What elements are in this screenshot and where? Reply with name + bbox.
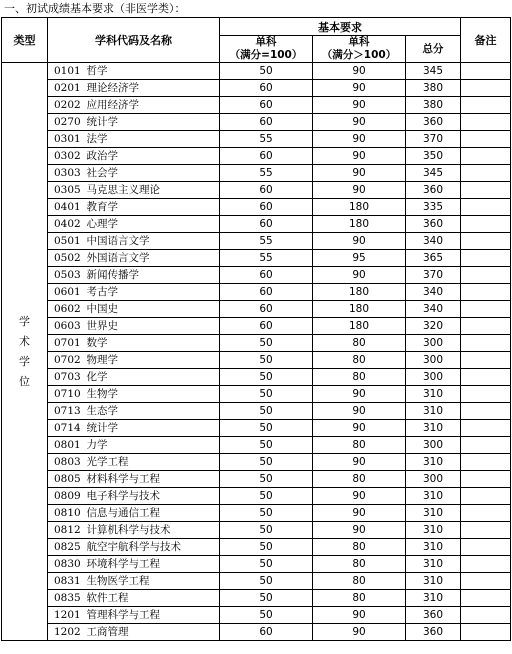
score-single-100: 50	[220, 63, 313, 80]
subject-name: 数学	[84, 335, 220, 352]
score-single-100: 50	[220, 420, 313, 437]
score-single-100: 60	[220, 148, 313, 165]
score-single-100: 60	[220, 199, 313, 216]
score-single-100: 50	[220, 437, 313, 454]
subject-code: 0710	[48, 386, 84, 403]
score-single-100: 50	[220, 539, 313, 556]
remarks-cell	[461, 386, 511, 403]
score-single-100: 50	[220, 386, 313, 403]
remarks-cell	[461, 437, 511, 454]
score-single-over-100: 80	[313, 352, 406, 369]
subject-name: 航空宇航科学与技术	[84, 539, 220, 556]
score-total: 360	[406, 607, 461, 624]
score-single-over-100: 180	[313, 216, 406, 233]
table-row	[2, 63, 511, 80]
remarks-cell	[461, 335, 511, 352]
subject-code: 0270	[48, 114, 84, 131]
score-single-100: 60	[220, 284, 313, 301]
remarks-cell	[461, 488, 511, 505]
table-row	[2, 114, 511, 131]
score-requirements-table	[1, 17, 511, 641]
table-row	[2, 267, 511, 284]
score-total: 310	[406, 454, 461, 471]
subject-name: 化学	[84, 369, 220, 386]
subject-code: 0502	[48, 250, 84, 267]
subject-name: 材料科学与工程	[84, 471, 220, 488]
score-total: 300	[406, 352, 461, 369]
subject-code: 0825	[48, 539, 84, 556]
type-cell-academic-degree	[2, 63, 48, 641]
table-row	[2, 182, 511, 199]
score-total: 380	[406, 80, 461, 97]
subject-name: 信息与通信工程	[84, 505, 220, 522]
subject-code: 0713	[48, 403, 84, 420]
score-total: 360	[406, 216, 461, 233]
header-single-over-100	[313, 36, 406, 63]
score-single-over-100: 80	[313, 556, 406, 573]
score-total: 310	[406, 573, 461, 590]
subject-name: 计算机科学与技术	[84, 522, 220, 539]
score-single-over-100: 180	[313, 284, 406, 301]
subject-code: 0202	[48, 97, 84, 114]
table-row	[2, 131, 511, 148]
subject-code: 0603	[48, 318, 84, 335]
remarks-cell	[461, 573, 511, 590]
remarks-cell	[461, 63, 511, 80]
score-single-100: 50	[220, 573, 313, 590]
score-single-over-100: 180	[313, 301, 406, 318]
score-single-100: 55	[220, 131, 313, 148]
score-total: 345	[406, 165, 461, 182]
header-subject: 学科代码及名称	[48, 18, 220, 63]
subject-name: 生物学	[84, 386, 220, 403]
subject-name: 环境科学与工程	[84, 556, 220, 573]
score-single-100: 60	[220, 97, 313, 114]
score-single-over-100: 90	[313, 114, 406, 131]
score-single-over-100: 90	[313, 522, 406, 539]
remarks-cell	[461, 420, 511, 437]
score-total: 340	[406, 233, 461, 250]
table-row	[2, 556, 511, 573]
subject-code: 0503	[48, 267, 84, 284]
table-row	[2, 97, 511, 114]
score-single-over-100: 90	[313, 97, 406, 114]
remarks-cell	[461, 80, 511, 97]
score-single-over-100: 90	[313, 488, 406, 505]
table-row	[2, 148, 511, 165]
subject-code: 1202	[48, 624, 84, 641]
subject-code: 0602	[48, 301, 84, 318]
subject-code: 0302	[48, 148, 84, 165]
score-total: 310	[406, 539, 461, 556]
subject-name: 马克思主义理论	[84, 182, 220, 199]
subject-name: 法学	[84, 131, 220, 148]
subject-code: 0831	[48, 573, 84, 590]
score-single-over-100: 90	[313, 80, 406, 97]
score-single-over-100: 90	[313, 505, 406, 522]
score-single-over-100: 90	[313, 420, 406, 437]
subject-code: 0835	[48, 590, 84, 607]
score-total: 310	[406, 386, 461, 403]
score-total: 345	[406, 63, 461, 80]
remarks-cell	[461, 403, 511, 420]
score-single-100: 50	[220, 590, 313, 607]
header-single-over-100-line1: 单科	[348, 36, 370, 48]
score-single-100: 50	[220, 471, 313, 488]
table-row	[2, 590, 511, 607]
score-single-over-100: 90	[313, 386, 406, 403]
score-single-over-100: 90	[313, 403, 406, 420]
score-total: 310	[406, 403, 461, 420]
table-row	[2, 420, 511, 437]
remarks-cell	[461, 131, 511, 148]
subject-code: 0305	[48, 182, 84, 199]
subject-name: 心理学	[84, 216, 220, 233]
remarks-cell	[461, 182, 511, 199]
score-single-100: 55	[220, 233, 313, 250]
score-total: 360	[406, 114, 461, 131]
subject-name: 哲学	[84, 63, 220, 80]
score-single-over-100: 80	[313, 369, 406, 386]
subject-name: 新闻传播学	[84, 267, 220, 284]
subject-name: 光学工程	[84, 454, 220, 471]
score-single-over-100: 90	[313, 182, 406, 199]
remarks-cell	[461, 607, 511, 624]
score-single-100: 50	[220, 454, 313, 471]
table-row	[2, 352, 511, 369]
score-total: 310	[406, 556, 461, 573]
score-total: 300	[406, 437, 461, 454]
subject-code: 0809	[48, 488, 84, 505]
header-single-100-line2: （满分=100）	[229, 49, 303, 61]
subject-name: 世界史	[84, 318, 220, 335]
table-row	[2, 437, 511, 454]
remarks-cell	[461, 267, 511, 284]
type-char: 学	[19, 314, 30, 328]
score-single-100: 55	[220, 165, 313, 182]
remarks-cell	[461, 454, 511, 471]
subject-name: 统计学	[84, 114, 220, 131]
subject-name: 中国史	[84, 301, 220, 318]
score-single-over-100: 95	[313, 250, 406, 267]
subject-code: 0601	[48, 284, 84, 301]
score-single-100: 60	[220, 318, 313, 335]
score-single-100: 55	[220, 250, 313, 267]
section-heading: 一、初试成绩基本要求（非医学类）：	[4, 2, 186, 15]
score-single-100: 50	[220, 607, 313, 624]
remarks-cell	[461, 216, 511, 233]
score-single-100: 60	[220, 80, 313, 97]
remarks-cell	[461, 624, 511, 641]
header-single-100-line1: 单科	[255, 36, 277, 48]
remarks-cell	[461, 114, 511, 131]
score-single-100: 50	[220, 522, 313, 539]
score-total: 310	[406, 420, 461, 437]
score-total: 320	[406, 318, 461, 335]
remarks-cell	[461, 284, 511, 301]
remarks-cell	[461, 250, 511, 267]
table-row	[2, 318, 511, 335]
type-char: 位	[19, 374, 30, 388]
subject-code: 0402	[48, 216, 84, 233]
score-total: 310	[406, 590, 461, 607]
score-single-over-100: 90	[313, 63, 406, 80]
score-single-100: 60	[220, 267, 313, 284]
subject-code: 0805	[48, 471, 84, 488]
header-remarks: 备注	[461, 18, 511, 63]
subject-code: 0702	[48, 352, 84, 369]
remarks-cell	[461, 352, 511, 369]
score-total: 310	[406, 522, 461, 539]
remarks-cell	[461, 301, 511, 318]
table-row	[2, 539, 511, 556]
score-single-over-100: 90	[313, 454, 406, 471]
subject-code: 0301	[48, 131, 84, 148]
table-row	[2, 165, 511, 182]
score-single-100: 60	[220, 114, 313, 131]
table-row	[2, 233, 511, 250]
type-char: 学	[19, 354, 30, 368]
score-total: 350	[406, 148, 461, 165]
score-total: 300	[406, 369, 461, 386]
subject-name: 社会学	[84, 165, 220, 182]
remarks-cell	[461, 165, 511, 182]
subject-name: 管理科学与工程	[84, 607, 220, 624]
table-row	[2, 199, 511, 216]
remarks-cell	[461, 318, 511, 335]
subject-code: 0810	[48, 505, 84, 522]
subject-code: 1201	[48, 607, 84, 624]
remarks-cell	[461, 369, 511, 386]
subject-name: 生态学	[84, 403, 220, 420]
table-row	[2, 335, 511, 352]
header-total: 总分	[406, 36, 461, 63]
score-single-over-100: 80	[313, 590, 406, 607]
remarks-cell	[461, 233, 511, 250]
score-total: 340	[406, 284, 461, 301]
subject-name: 电子科学与技术	[84, 488, 220, 505]
subject-name: 理论经济学	[84, 80, 220, 97]
score-total: 310	[406, 488, 461, 505]
remarks-cell	[461, 471, 511, 488]
table-row	[2, 505, 511, 522]
subject-name: 统计学	[84, 420, 220, 437]
subject-name: 力学	[84, 437, 220, 454]
table-row	[2, 80, 511, 97]
table-row	[2, 386, 511, 403]
score-total: 370	[406, 131, 461, 148]
score-total: 365	[406, 250, 461, 267]
remarks-cell	[461, 522, 511, 539]
score-single-over-100: 90	[313, 233, 406, 250]
score-single-over-100: 90	[313, 131, 406, 148]
score-single-over-100: 90	[313, 165, 406, 182]
score-single-over-100: 90	[313, 148, 406, 165]
remarks-cell	[461, 556, 511, 573]
table-row	[2, 403, 511, 420]
subject-name: 教育学	[84, 199, 220, 216]
table-body	[2, 63, 511, 641]
subject-code: 0201	[48, 80, 84, 97]
score-single-100: 50	[220, 335, 313, 352]
score-single-100: 60	[220, 624, 313, 641]
score-single-100: 50	[220, 403, 313, 420]
score-single-over-100: 90	[313, 624, 406, 641]
header-single-100	[220, 36, 313, 63]
score-total: 300	[406, 335, 461, 352]
score-single-over-100: 180	[313, 318, 406, 335]
score-total: 340	[406, 301, 461, 318]
score-single-100: 60	[220, 216, 313, 233]
score-single-over-100: 80	[313, 335, 406, 352]
score-total: 360	[406, 182, 461, 199]
remarks-cell	[461, 199, 511, 216]
table-row	[2, 369, 511, 386]
score-single-over-100: 90	[313, 267, 406, 284]
table-row	[2, 216, 511, 233]
score-single-over-100: 80	[313, 471, 406, 488]
remarks-cell	[461, 590, 511, 607]
score-single-over-100: 180	[313, 199, 406, 216]
score-single-100: 50	[220, 352, 313, 369]
table-row	[2, 250, 511, 267]
score-single-100: 50	[220, 369, 313, 386]
header-single-over-100-line2: （满分＞100）	[321, 49, 397, 61]
score-single-100: 50	[220, 505, 313, 522]
remarks-cell	[461, 505, 511, 522]
header-type: 类型	[2, 18, 48, 63]
subject-name: 考古学	[84, 284, 220, 301]
score-single-100: 60	[220, 182, 313, 199]
score-total: 335	[406, 199, 461, 216]
subject-code: 0830	[48, 556, 84, 573]
subject-name: 中国语言文学	[84, 233, 220, 250]
score-single-over-100: 80	[313, 437, 406, 454]
subject-code: 0703	[48, 369, 84, 386]
subject-code: 0812	[48, 522, 84, 539]
subject-code: 0803	[48, 454, 84, 471]
subject-code: 0101	[48, 63, 84, 80]
type-char: 术	[19, 334, 30, 348]
table-row	[2, 624, 511, 641]
table-row	[2, 284, 511, 301]
subject-name: 生物医学工程	[84, 573, 220, 590]
score-total: 300	[406, 471, 461, 488]
header-row-top	[2, 18, 511, 36]
table-row	[2, 522, 511, 539]
subject-code: 0401	[48, 199, 84, 216]
table-row	[2, 454, 511, 471]
subject-code: 0501	[48, 233, 84, 250]
remarks-cell	[461, 97, 511, 114]
subject-code: 0303	[48, 165, 84, 182]
subject-code: 0701	[48, 335, 84, 352]
subject-name: 应用经济学	[84, 97, 220, 114]
subject-code: 0714	[48, 420, 84, 437]
score-total: 310	[406, 505, 461, 522]
table-row	[2, 573, 511, 590]
score-total: 360	[406, 624, 461, 641]
score-single-100: 60	[220, 301, 313, 318]
table-row	[2, 488, 511, 505]
score-total: 380	[406, 97, 461, 114]
score-single-over-100: 90	[313, 607, 406, 624]
remarks-cell	[461, 539, 511, 556]
score-single-over-100: 80	[313, 539, 406, 556]
subject-code: 0801	[48, 437, 84, 454]
header-basic-requirements: 基本要求	[220, 18, 461, 36]
table-row	[2, 607, 511, 624]
table-row	[2, 471, 511, 488]
subject-name: 政治学	[84, 148, 220, 165]
score-single-100: 50	[220, 556, 313, 573]
subject-name: 软件工程	[84, 590, 220, 607]
table-row	[2, 301, 511, 318]
score-total: 370	[406, 267, 461, 284]
subject-name: 工商管理	[84, 624, 220, 641]
score-single-over-100: 80	[313, 573, 406, 590]
subject-name: 外国语言文学	[84, 250, 220, 267]
remarks-cell	[461, 148, 511, 165]
subject-name: 物理学	[84, 352, 220, 369]
score-single-100: 50	[220, 488, 313, 505]
